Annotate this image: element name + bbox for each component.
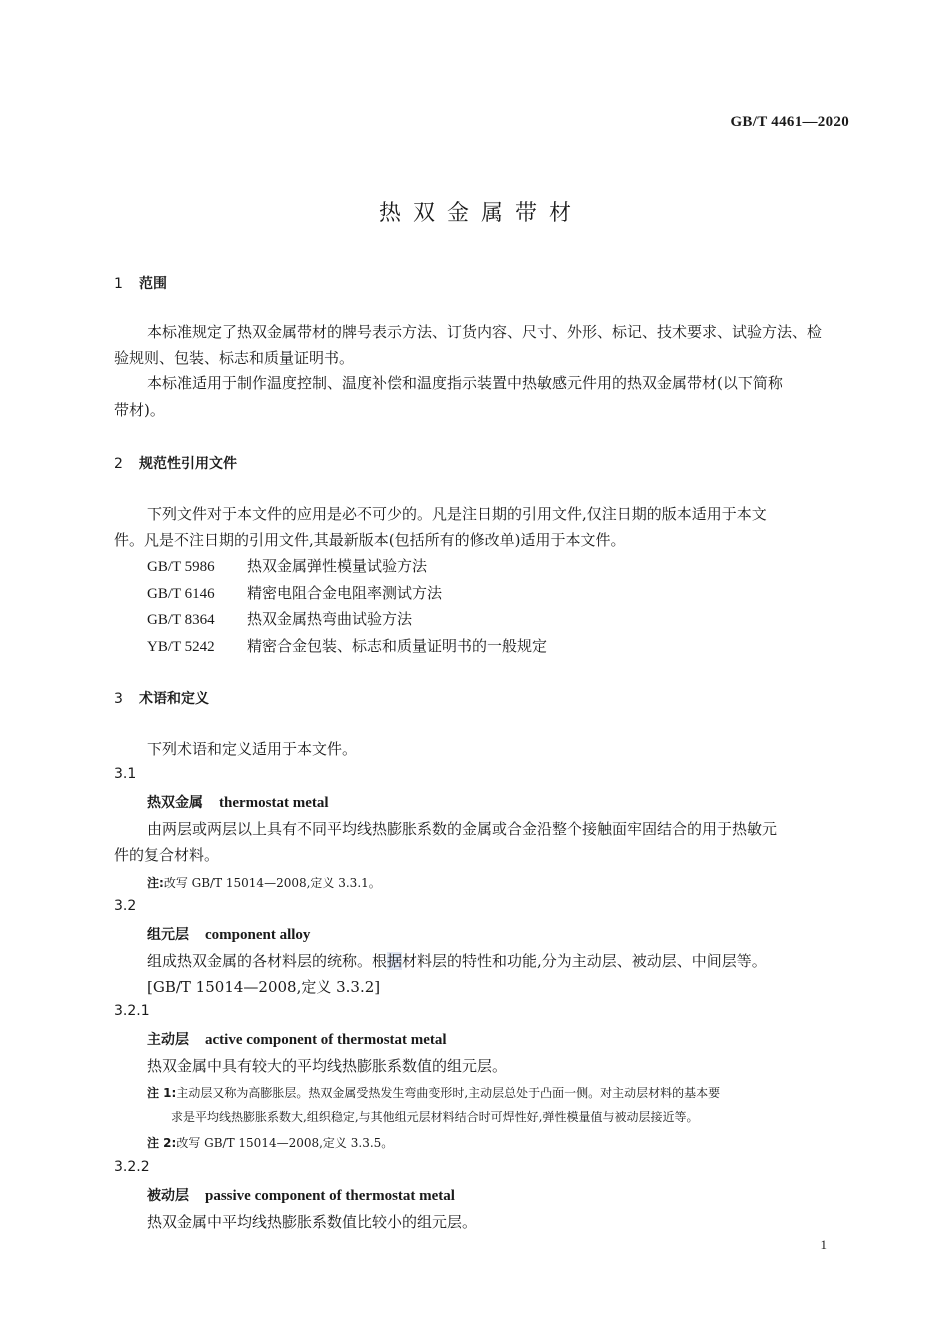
- section-title: 范围: [139, 276, 167, 292]
- reference-code: YB/T 5242: [147, 639, 215, 655]
- term-zh: 组元层: [147, 927, 189, 943]
- note-continuation: 求是平均线热膨胀系数大,组织稳定,与其他组元层材料结合时可焊性好,弹性模量值与被动层接近等。: [171, 1110, 699, 1124]
- note-text: 主动层又称为高膨胀层。热双金属受热发生弯曲变形时,主动层总处于凸面一侧。对主动层材料的基本要: [176, 1086, 721, 1100]
- definition-line: 件的复合材料。: [114, 846, 220, 864]
- term-en: component alloy: [205, 927, 311, 943]
- reference-title: 热双金属热弯曲试验方法: [247, 610, 413, 628]
- section-title: 规范性引用文件: [139, 456, 237, 472]
- note-label: 注:: [147, 876, 164, 890]
- term-zh: 热双金属: [147, 795, 203, 811]
- paragraph-line: 本标准适用于制作温度控制、温度补偿和温度指示装置中热敏感元件用的热双金属带材(以下简称: [147, 374, 783, 392]
- paragraph-line: 件。凡是不注日期的引用文件,其最新版本(包括所有的修改单)适用于本文件。: [114, 531, 626, 549]
- section-number: 1: [114, 276, 123, 292]
- paragraph-line: 下列文件对于本文件的应用是必不可少的。凡是注日期的引用文件,仅注日期的版本适用于本文: [147, 505, 767, 523]
- note: [147, 874, 381, 891]
- note: [147, 1084, 720, 1101]
- clause-number: 3.2.2: [114, 1159, 150, 1175]
- reference-item: [147, 608, 412, 629]
- note-label: 注 2:: [147, 1136, 177, 1150]
- paragraph-line: 验规则、包装、标志和质量证明书。: [114, 349, 355, 367]
- clause-number: 3.2: [114, 898, 137, 914]
- note: [147, 1134, 393, 1151]
- term-entry: [147, 924, 310, 944]
- source-reference: [GB/T 15014—2008,定义 3.3.2]: [147, 978, 381, 996]
- term-zh: 主动层: [147, 1032, 189, 1048]
- term-entry: [147, 1185, 455, 1205]
- clause-number: 3.1: [114, 766, 137, 782]
- standard-code: GB/T 4461—2020: [730, 114, 849, 130]
- note-text: 改写 GB/T 15014—2008,定义 3.3.1。: [163, 876, 381, 890]
- document-title: 热双金属带材: [378, 201, 583, 226]
- section-title: 术语和定义: [139, 691, 209, 707]
- text-selection-highlight[interactable]: 据: [387, 952, 403, 970]
- definition-line: 由两层或两层以上具有不同平均线热膨胀系数的金属或合金沿整个接触面牢固结合的用于热敏元: [147, 820, 778, 838]
- section-number: 3: [114, 691, 123, 707]
- definition-line: 热双金属中具有较大的平均线热膨胀系数值的组元层。: [147, 1057, 508, 1075]
- section-1-heading: [114, 273, 167, 293]
- definition-text: 材料层的特性和功能,分为主动层、被动层、中间层等。: [402, 952, 767, 970]
- section-number: 2: [114, 456, 123, 472]
- reference-title: 精密电阻合金电阻率测试方法: [247, 584, 443, 602]
- reference-code: GB/T 8364: [147, 612, 215, 628]
- reference-code: GB/T 6146: [147, 586, 215, 602]
- section-3-heading: [114, 688, 209, 708]
- term-entry: [147, 1029, 447, 1049]
- definition-text: 组成热双金属的各材料层的统称。根: [147, 952, 388, 970]
- reference-item: [147, 635, 547, 656]
- note-text: 改写 GB/T 15014—2008,定义 3.3.5。: [176, 1136, 394, 1150]
- section-2-heading: [114, 453, 237, 473]
- definition-line: [147, 950, 767, 971]
- term-en: thermostat metal: [219, 795, 329, 811]
- reference-item: [147, 555, 427, 576]
- term-entry: [147, 792, 329, 812]
- reference-code: GB/T 5986: [147, 559, 215, 575]
- note-label: 注 1:: [147, 1086, 177, 1100]
- paragraph-line: 本标准规定了热双金属带材的牌号表示方法、订货内容、尺寸、外形、标记、技术要求、试验方法、检: [147, 323, 823, 341]
- reference-title: 热双金属弹性模量试验方法: [247, 557, 428, 575]
- term-en: passive component of thermostat metal: [205, 1188, 455, 1204]
- reference-title: 精密合金包装、标志和质量证明书的一般规定: [247, 637, 548, 655]
- term-en: active component of thermostat metal: [205, 1032, 447, 1048]
- reference-item: [147, 582, 442, 603]
- paragraph-line: 带材)。: [114, 401, 165, 419]
- paragraph-line: 下列术语和定义适用于本文件。: [147, 740, 358, 758]
- clause-number: 3.2.1: [114, 1003, 150, 1019]
- page-number: 1: [820, 1237, 827, 1252]
- term-zh: 被动层: [147, 1188, 189, 1204]
- definition-line: 热双金属中平均线热膨胀系数值比较小的组元层。: [147, 1213, 478, 1231]
